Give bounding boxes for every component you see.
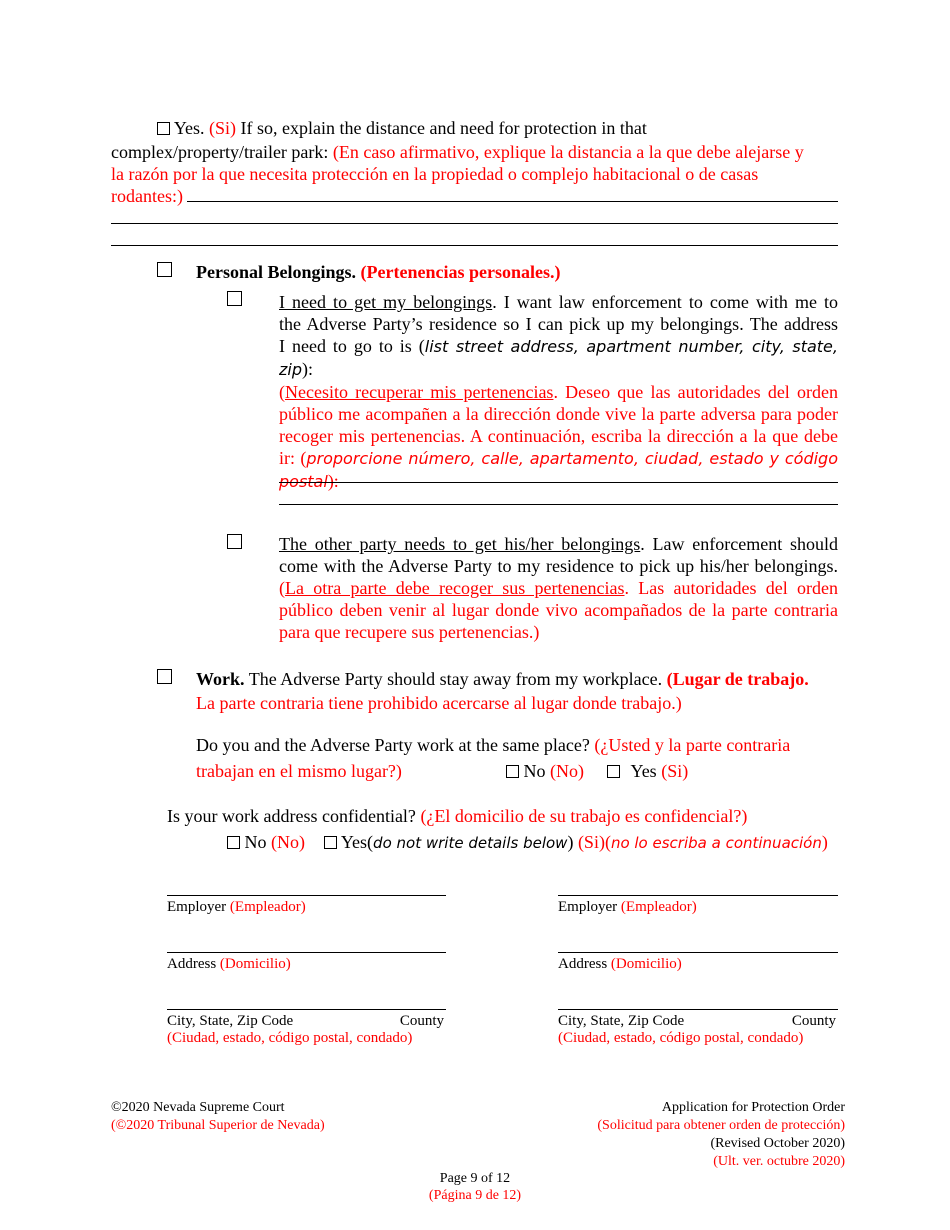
page-number: Page 9 of 12 (439, 1171, 511, 1186)
address-label: Address (558, 956, 608, 972)
confidential-question-en: Is your work address confidential? (167, 806, 416, 826)
city-label-es-left: (Ciudad, estado, código postal, condado) (167, 1030, 413, 1046)
trailer-yes-row (157, 117, 857, 139)
footer-form-title: Application for Protection Order (661, 1100, 845, 1115)
address-label-es: (Domicilio) (219, 956, 291, 972)
city-label: City, State, Zip Code (167, 1013, 294, 1029)
confidential-no-label-es: (No) (271, 832, 305, 852)
my-belongings-heading-es: Necesito recuperar mis pertenencias (285, 382, 554, 402)
footer-revised-es: (Ult. ver. octubre 2020) (713, 1154, 845, 1169)
my-belongings-address-line-1[interactable] (279, 482, 838, 483)
trailer-yes-checkbox[interactable] (157, 122, 170, 135)
confidential-no-label: No (244, 832, 267, 852)
my-belongings-es-line-2: público me acompañen a la dirección donde vive la parte adversa para poder (279, 404, 838, 424)
address-label-es: (Domicilio) (610, 956, 682, 972)
city-label: City, State, Zip Code (558, 1013, 685, 1029)
same-place-no-label: No (523, 761, 546, 781)
same-place-yes-label-es: (Si) (661, 761, 689, 781)
confidential-no-checkbox[interactable] (227, 836, 240, 849)
other-belongings-text-2: come with the Adverse Party to my residence to pick up his/her belongings. (La otra parte debe recoger sus pertenencias. Las autoridades del orden público deben venir al lugar donde vivo acompañados de la parte contraria para que recupere sus pertenencias.) (279, 556, 838, 642)
my-belongings-checkbox[interactable] (227, 291, 242, 306)
confidential-yes-label: Yes (340, 832, 368, 852)
address-line-left[interactable] (167, 952, 446, 953)
employer-label: Employer (558, 899, 618, 915)
same-place-question (196, 734, 836, 756)
address-label-left (167, 955, 291, 973)
belongings-checkbox[interactable] (157, 262, 172, 277)
employer-line-left[interactable] (167, 895, 446, 896)
trailer-explain-row (111, 141, 851, 163)
confidential-question-es: (¿El domicilio de su trabajo es confidencial?) (420, 806, 748, 826)
my-belongings-line-1: . I want law enforcement to come with me to (492, 292, 838, 312)
trailer-explain-es-1: (En caso afirmativo, explique la distancia a la que debe alejarse y (332, 142, 804, 162)
trailer-answer-line-3[interactable] (111, 245, 838, 246)
my-belongings-address-line-2[interactable] (279, 504, 838, 505)
other-belongings-text (279, 533, 838, 555)
other-belongings-line-2: come with the Adverse Party to my residence to pick up his/her belongings. (279, 556, 838, 576)
my-belongings-address-hint-es-2: postal (279, 472, 328, 491)
same-place-yes-label: Yes (630, 761, 657, 781)
work-text: The Adverse Party should stay away from my workplace. (248, 669, 663, 689)
belongings-title: Personal Belongings. (196, 262, 357, 282)
county-label: County (791, 1013, 836, 1029)
same-place-yes-checkbox[interactable] (607, 765, 620, 778)
same-place-question-es-1: (¿Usted y la parte contraria (594, 735, 791, 755)
other-belongings-heading: The other party needs to get his/her belongings (279, 534, 641, 554)
work-title-es: Lugar de trabajo. (672, 669, 809, 689)
trailer-yes-label: Yes. (173, 118, 205, 138)
page-number-es: (Página 9 de 12) (428, 1188, 522, 1203)
footer-form-title-es: (Solicitud para obtener orden de protección) (597, 1118, 845, 1133)
work-checkbox[interactable] (157, 669, 172, 684)
city-label-left (167, 1012, 446, 1030)
my-belongings-line-2: the Adverse Party’s residence so I can pick up my belongings. The address (279, 314, 838, 334)
county-label: County (399, 1013, 444, 1029)
address-line-right[interactable] (558, 952, 838, 953)
my-belongings-es-line-1: . Deseo que las autoridades del orden (553, 382, 838, 402)
employer-label-left (167, 898, 306, 916)
city-label-right (558, 1012, 838, 1030)
same-place-options (506, 760, 688, 782)
other-belongings-es-line-2: público deben venir al lugar donde vivo acompañados de la parte contraria (279, 600, 838, 620)
my-belongings-address-hint: list street address, apartment number, city, state, zip (279, 337, 838, 379)
other-belongings-checkbox[interactable] (227, 534, 242, 549)
other-belongings-line-1: . Law enforcement should (640, 534, 838, 554)
city-line-left[interactable] (167, 1009, 446, 1010)
my-belongings-address-hint-es: proporcione número, calle, apartamento, ciudad, estado y código (306, 449, 839, 468)
trailer-answer-line-2[interactable] (111, 223, 838, 224)
trailer-answer-line-1[interactable] (187, 201, 838, 202)
my-belongings-es-line-5-end: ): (327, 471, 339, 491)
trailer-explain-text: If so, explain the distance and need for protection in that (240, 118, 647, 138)
employer-label-right (558, 898, 697, 916)
employer-line-right[interactable] (558, 895, 838, 896)
other-belongings-es-line-3: para que recupere sus pertenencias.) (279, 622, 540, 642)
address-label: Address (167, 956, 217, 972)
confidential-options: No (No) Yes(do not write details below) (Si)(no lo escriba a continuación) (227, 831, 917, 854)
trailer-yes-label-es: (Si) (209, 118, 237, 138)
other-belongings-es-line-1: . Las autoridades del orden (624, 578, 838, 598)
employer-label-es: (Empleador) (620, 899, 697, 915)
confidential-yes-checkbox[interactable] (324, 836, 337, 849)
my-belongings-heading: I need to get my belongings (279, 292, 493, 312)
footer-revised: (Revised October 2020) (710, 1136, 845, 1151)
confidential-yes-note: do not write details below (373, 834, 568, 852)
employer-label-es: (Empleador) (229, 899, 306, 915)
work-title: Work. (196, 669, 245, 689)
address-label-right (558, 955, 682, 973)
my-belongings-es-line-3: recoger mis pertenencias. A continuación, escriba la dirección a la que debe (279, 426, 838, 446)
my-belongings-line-3: I need to go to is ( (279, 336, 425, 356)
city-line-right[interactable] (558, 1009, 838, 1010)
my-belongings-text: I need to get my belongings. I want law enforcement to come with me to the Adverse Party’s residence so I can pick up my belongings. The address I need to go to is (list street address, apartment number, city, state, zip): (Necesito recuperar mis pertenencias. Deseo que las autoridades del orden público me acompañen a la dirección donde vive la parte adversa para poder recoger mis pertenencias. A continuación, escriba la dirección a la que debe ir: (proporcione número, calle, apartamento, ciudad, estado y código postal): (279, 292, 839, 491)
belongings-title-row (196, 261, 560, 283)
same-place-no-checkbox[interactable] (506, 765, 519, 778)
my-belongings-line-3-end: ): (302, 359, 313, 379)
confidential-question (167, 805, 847, 827)
same-place-question-en: Do you and the Adverse Party work at the same place? (196, 735, 590, 755)
my-belongings-es-line-4: ir: ( (279, 448, 307, 468)
confidential-yes-note-es: no lo escriba a continuación (610, 834, 822, 852)
trailer-explain-end: complex/property/trailer park: (111, 142, 329, 162)
other-belongings-heading-es: La otra parte debe recoger sus pertenencias (285, 578, 625, 598)
work-text-es: La parte contraria tiene prohibido acercarse al lugar donde trabajo.) (196, 693, 682, 713)
same-place-no-label-es: (No) (550, 761, 584, 781)
work-row: Work. The Adverse Party should stay away from my workplace. (Lugar de trabajo. (196, 669, 809, 689)
footer-copyright: ©2020 Nevada Supreme Court (111, 1100, 285, 1115)
employer-label: Employer (167, 899, 227, 915)
belongings-title-es: (Pertenencias personales.) (360, 262, 561, 282)
trailer-explain-es-2: la razón por la que necesita protección en la propiedad o complejo habitacional o de casas (111, 164, 759, 184)
trailer-explain-es-3: rodantes:) (111, 186, 183, 206)
footer-copyright-es: (©2020 Tribunal Superior de Nevada) (111, 1118, 325, 1133)
city-label-es-right: (Ciudad, estado, código postal, condado) (558, 1030, 804, 1046)
confidential-yes-label-es: (Si) (577, 832, 605, 852)
same-place-question-es-2: trabajan en el mismo lugar?) (196, 761, 402, 781)
